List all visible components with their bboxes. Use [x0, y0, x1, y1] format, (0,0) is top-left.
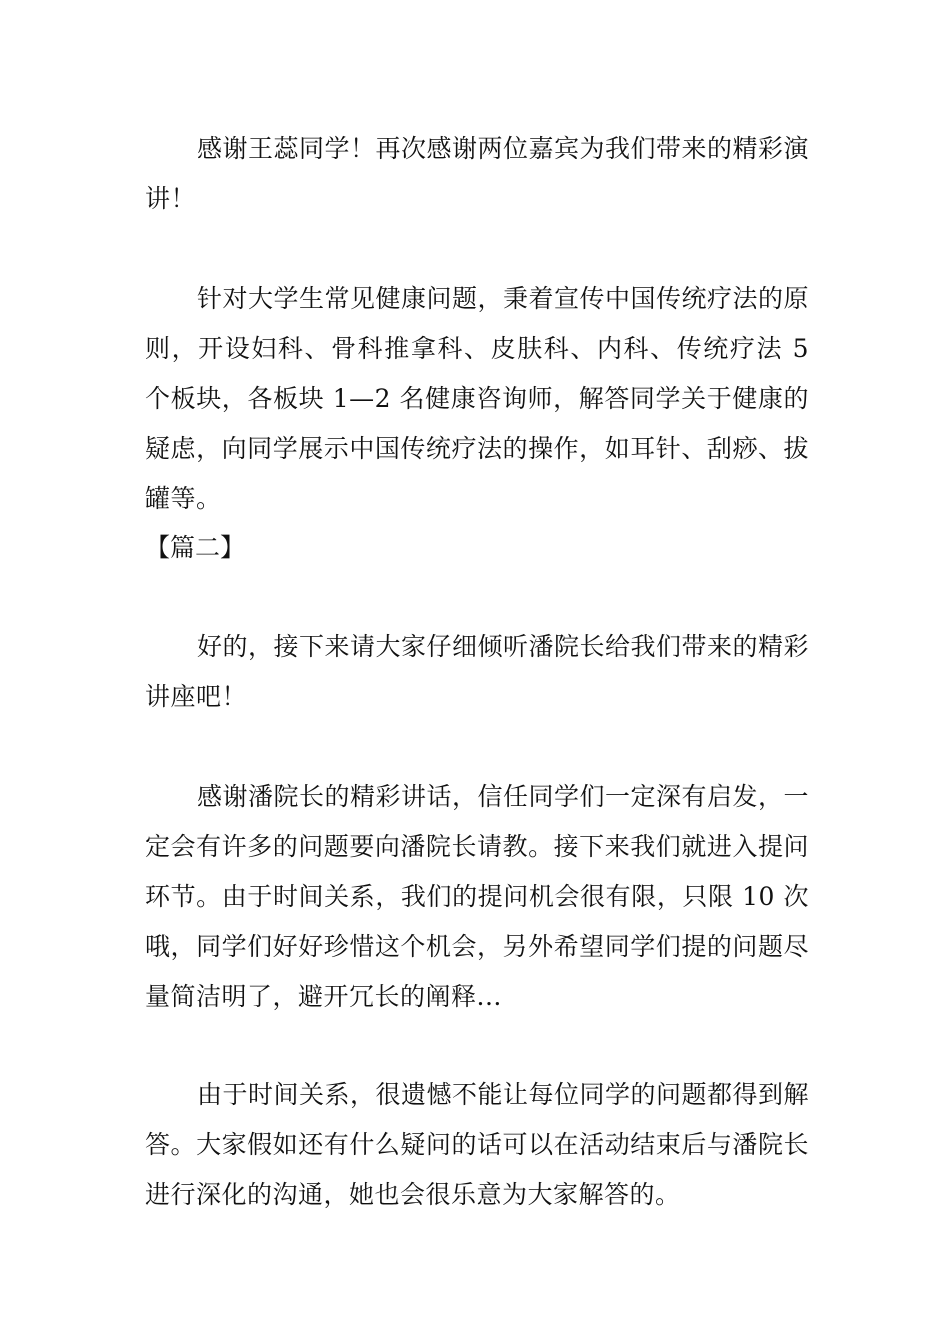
paragraph-qa-session: 感谢潘院长的精彩讲话，信任同学们一定深有启发，一定会有许多的问题要向潘院长请教。接下来我们就进入提问环节。由于时间关系，我们的提问机会很有限，只限 10 次哦，同学们好好珍惜这个机会，另外希望同学们提的问题尽量简洁明了，避开冗长的阐释... — [145, 782, 810, 1011]
paragraph-health-consultation: 针对大学生常见健康问题，秉着宣传中国传统疗法的原则，开设妇科、骨科推拿科、皮肤科、内科、传统疗法 5 个板块，各板块 1—2 名健康咨询师，解答同学关于健康的疑虑，向同学展示中国传统疗法的操作，如耳针、刮痧、拔罐等。 — [145, 284, 810, 513]
section-heading: 【篇二】 — [145, 533, 246, 562]
paragraph-closing: 由于时间关系，很遗憾不能让每位同学的问题都得到解答。大家假如还有什么疑问的话可以在活动结束后与潘院长进行深化的沟通，她也会很乐意为大家解答的。 — [145, 1080, 810, 1209]
paragraph-thanks-guests: 感谢王蕊同学！再次感谢两位嘉宾为我们带来的精彩演讲！ — [145, 134, 810, 213]
paragraph-lecture-intro: 好的，接下来请大家仔细倾听潘院长给我们带来的精彩讲座吧！ — [145, 632, 810, 711]
